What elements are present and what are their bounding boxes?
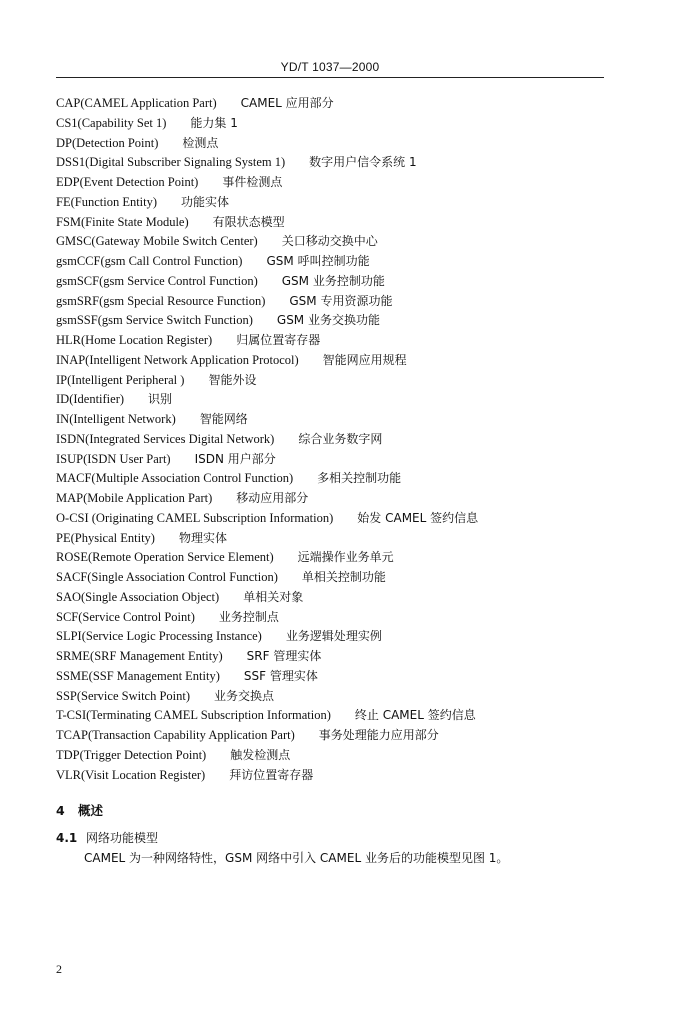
abbreviation-item <box>56 726 616 746</box>
abbreviation-translation: 多相关控制功能 <box>317 471 402 486</box>
abbreviation-item <box>56 509 616 529</box>
abbreviation-term: gsmSCF(gsm Service Control Function) <box>56 273 258 288</box>
abbreviation-translation: 业务逻辑处理实例 <box>285 629 382 644</box>
abbreviation-translation: 单相关控制功能 <box>301 570 386 584</box>
abbreviation-item <box>56 272 616 292</box>
abbreviation-term: GMSC(Gateway Mobile Switch Center) <box>56 234 258 249</box>
abbreviation-item <box>56 706 616 726</box>
abbreviation-translation: 归属位置寄存器 <box>236 333 321 347</box>
abbreviation-translation: 终止 CAMEL 签约信息 <box>354 708 476 723</box>
abbreviation-term: DP(Detection Point) <box>56 135 159 150</box>
abbreviation-translation: 综合业务数字网 <box>298 431 383 446</box>
abbreviation-translation: 业务交换点 <box>214 688 275 703</box>
abbreviation-item <box>56 568 616 588</box>
abbreviation-term: gsmSSF(gsm Service Switch Function) <box>56 313 253 328</box>
body-paragraph: CAMEL 为一种网络特性，GSM 网络中引入 CAMEL 业务后的功能模型见图 1。 <box>84 851 509 865</box>
abbreviation-term: CS1(Capability Set 1) <box>56 115 167 130</box>
subsection-heading <box>56 829 158 846</box>
abbreviation-translation: 单相关对象 <box>243 589 304 604</box>
abbreviation-item <box>56 766 616 786</box>
header-rule <box>56 77 604 78</box>
abbreviation-item <box>56 94 616 114</box>
abbreviation-translation: 功能实体 <box>181 194 230 209</box>
abbreviation-item <box>56 232 616 252</box>
abbreviation-translation: 检测点 <box>182 135 219 150</box>
section-title: 概述 <box>78 803 104 818</box>
subsection-title: 网络功能模型 <box>86 831 159 845</box>
abbreviation-term: FSM(Finite State Module) <box>56 214 189 229</box>
abbreviation-item <box>56 529 616 549</box>
abbreviation-translation: GSM 呼叫控制功能 <box>266 254 370 268</box>
abbreviation-translation: 关口移动交换中心 <box>281 234 378 249</box>
abbreviation-term: MAP(Mobile Application Part) <box>56 491 213 505</box>
abbreviation-term: VLR(Visit Location Register) <box>56 767 206 782</box>
abbreviation-item <box>56 153 616 173</box>
abbreviation-item <box>56 351 616 371</box>
abbreviation-term: O-CSI (Originating CAMEL Subscription Information) <box>56 510 334 525</box>
abbreviation-translation: 识别 <box>148 392 173 407</box>
abbreviation-term: SLPI(Service Logic Processing Instance) <box>56 629 262 644</box>
page-number: 2 <box>56 962 62 976</box>
abbreviation-translation: 业务控制点 <box>218 609 279 624</box>
abbreviation-item <box>56 450 616 470</box>
abbreviation-translation: ISDN 用户部分 <box>194 451 276 466</box>
abbreviation-item <box>56 588 616 608</box>
abbreviation-translation: 事件检测点 <box>222 175 283 189</box>
abbreviation-term: PE(Physical Entity) <box>56 530 155 545</box>
abbreviation-item <box>56 469 616 489</box>
abbreviation-term: SSP(Service Switch Point) <box>56 688 191 703</box>
abbreviation-item <box>56 390 616 410</box>
abbreviation-translation: CAMEL 应用部分 <box>240 96 334 110</box>
abbreviation-item <box>56 252 616 272</box>
abbreviation-term: DSS1(Digital Subscriber Signaling System 1) <box>56 155 286 170</box>
abbreviation-term: ISUP(ISDN User Part) <box>56 451 171 466</box>
abbreviation-item <box>56 134 616 154</box>
abbreviation-translation: 智能网应用规程 <box>322 352 407 367</box>
abbreviation-item <box>56 292 616 312</box>
abbreviation-item <box>56 173 616 193</box>
abbreviation-translation: 物理实体 <box>178 530 227 545</box>
abbreviation-term: gsmSRF(gsm Special Resource Function) <box>56 293 266 308</box>
abbreviation-translation: 远端操作业务单元 <box>297 550 394 565</box>
abbreviation-item <box>56 647 616 667</box>
abbreviation-item <box>56 489 616 509</box>
abbreviation-item <box>56 687 616 707</box>
abbreviation-term: gsmCCF(gsm Call Control Function) <box>56 254 243 268</box>
abbreviation-translation: 有限状态模型 <box>212 214 285 229</box>
abbreviation-item <box>56 114 616 134</box>
abbreviation-item <box>56 548 616 568</box>
abbreviation-term: SSME(SSF Management Entity) <box>56 668 220 683</box>
abbreviation-term: MACF(Multiple Association Control Function) <box>56 471 294 486</box>
abbreviation-term: TDP(Trigger Detection Point) <box>56 747 207 762</box>
abbreviation-term: T-CSI(Terminating CAMEL Subscription Information) <box>56 708 331 723</box>
abbreviation-term: INAP(Intelligent Network Application Protocol) <box>56 352 299 367</box>
abbreviation-translation: 拜访位置寄存器 <box>229 767 314 782</box>
abbreviation-term: HLR(Home Location Register) <box>56 333 213 347</box>
abbreviation-translation: GSM 业务交换功能 <box>276 313 380 328</box>
abbreviation-item <box>56 331 616 351</box>
abbreviation-term: ROSE(Remote Operation Service Element) <box>56 550 274 565</box>
abbreviation-translation: 数字用户信令系统 1 <box>309 155 417 170</box>
abbreviation-translation: SRF 管理实体 <box>246 649 322 663</box>
abbreviation-item <box>56 608 616 628</box>
abbreviation-item <box>56 311 616 331</box>
abbreviation-item <box>56 746 616 766</box>
abbreviation-translation: 能力集 1 <box>190 115 238 130</box>
abbreviation-term: IN(Intelligent Network) <box>56 412 176 426</box>
abbreviation-translation: 触发检测点 <box>230 747 291 762</box>
abbreviation-term: SRME(SRF Management Entity) <box>56 649 223 663</box>
abbreviation-term: TCAP(Transaction Capability Application Part) <box>56 728 295 742</box>
abbreviation-item <box>56 410 616 430</box>
abbreviation-term: IP(Intelligent Peripheral ) <box>56 372 185 387</box>
abbreviation-term: SAO(Single Association Object) <box>56 589 220 604</box>
abbreviation-translation: 智能网络 <box>199 412 248 426</box>
abbreviation-item <box>56 430 616 450</box>
subsection-number: 4.1 <box>56 831 78 845</box>
abbreviation-translation: 事务处理能力应用部分 <box>318 728 439 742</box>
abbreviation-item <box>56 627 616 647</box>
abbreviation-item <box>56 371 616 391</box>
abbreviation-translation: 智能外设 <box>208 372 257 387</box>
abbreviation-translation: GSM 业务控制功能 <box>281 273 385 288</box>
abbreviation-translation: 始发 CAMEL 签约信息 <box>357 510 479 525</box>
abbreviation-term: SACF(Single Association Control Function) <box>56 570 278 584</box>
abbreviation-item <box>56 667 616 687</box>
abbreviation-translation: 移动应用部分 <box>236 491 309 505</box>
abbreviation-item <box>56 213 616 233</box>
abbreviation-item <box>56 193 616 213</box>
abbreviation-term: CAP(CAMEL Application Part) <box>56 96 217 110</box>
abbreviation-term: FE(Function Entity) <box>56 194 158 209</box>
abbreviation-translation: GSM 专用资源功能 <box>289 293 393 308</box>
section-number: 4 <box>56 803 65 818</box>
document-number-header: YD/T 1037—2000 <box>280 60 380 74</box>
abbreviation-term: EDP(Event Detection Point) <box>56 175 199 189</box>
abbreviation-term: ISDN(Integrated Services Digital Network) <box>56 431 275 446</box>
abbreviation-translation: SSF 管理实体 <box>243 668 318 683</box>
abbreviation-list <box>56 94 616 785</box>
abbreviation-term: SCF(Service Control Point) <box>56 609 195 624</box>
section-heading <box>56 801 103 819</box>
abbreviation-term: ID(Identifier) <box>56 392 125 407</box>
